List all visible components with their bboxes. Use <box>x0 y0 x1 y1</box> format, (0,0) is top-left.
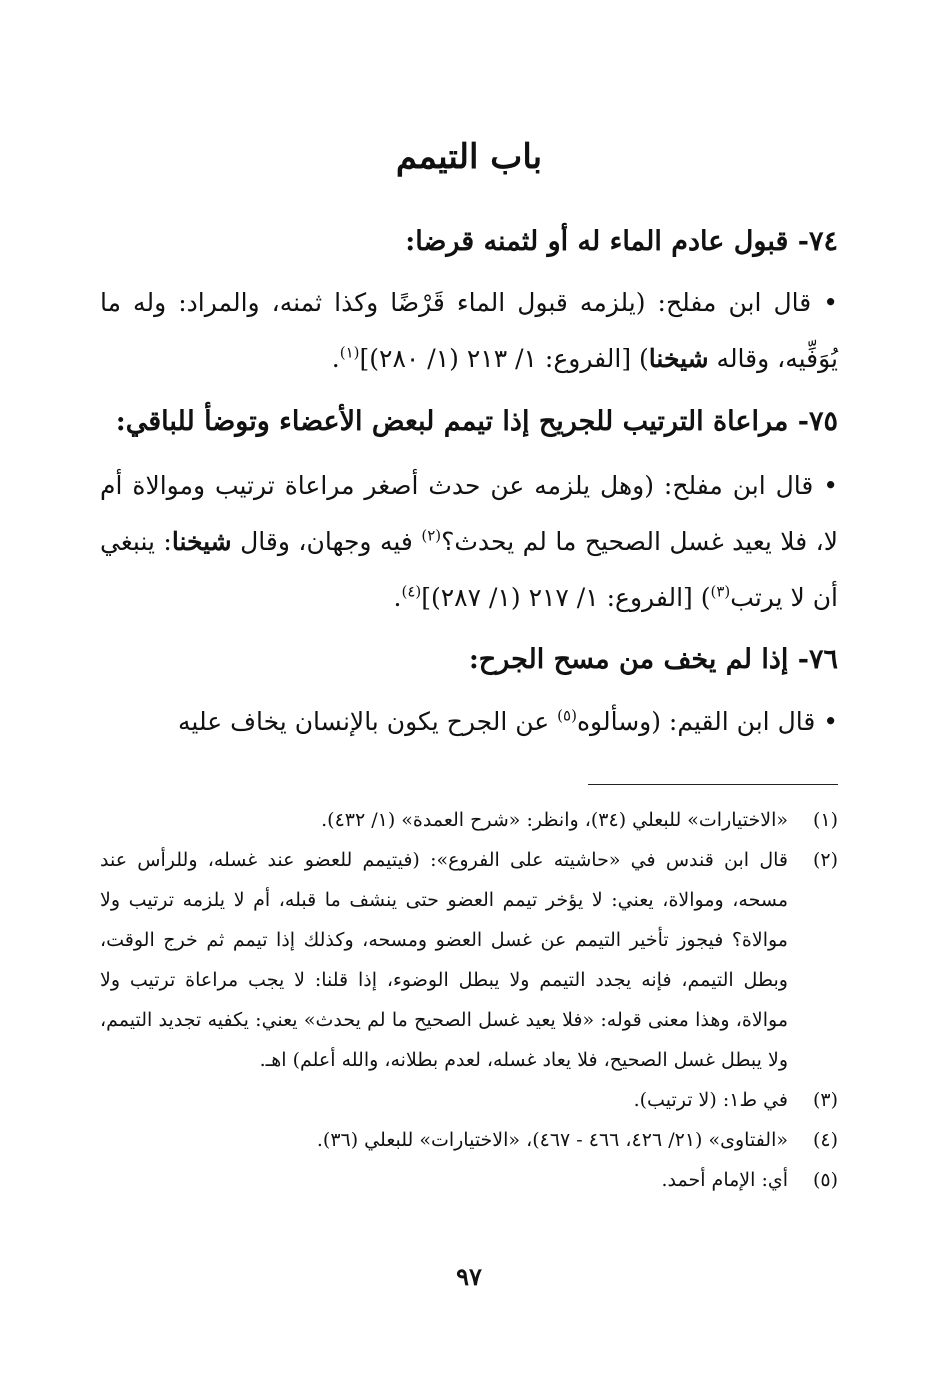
footnotes <box>100 800 838 1200</box>
section-heading-74: ٧٤- قبول عادم الماء له أو لثمنه قرضا: <box>405 226 838 257</box>
section-heading-76: ٧٦- إذا لم يخف من مسح الجرح: <box>468 644 838 675</box>
footnote-text: «الفتاوى» (٢١/ ٤٢٦، ٤٦٦ - ٤٦٧)، «الاختيارات» للبعلي (٣٦). <box>316 1129 788 1151</box>
footnote-reference[interactable]: (٥) <box>557 706 577 725</box>
footnote-reference[interactable]: (٣) <box>710 582 731 601</box>
paragraph-text: عن الجرح يكون بالإنسان يخاف عليه <box>178 707 558 736</box>
footnote <box>100 1160 838 1200</box>
book-page <box>100 0 838 1388</box>
section-heading-75: ٧٥- مراعاة الترتيب للجريح إذا تيمم لبعض الأعضاء وتوضأ للباقي: <box>115 406 838 437</box>
footnote-number: (٢) <box>812 849 838 871</box>
footnote-reference[interactable]: (٢) <box>421 526 442 545</box>
paragraph-end: . <box>331 344 340 373</box>
footnote-reference[interactable]: (٤) <box>401 582 422 601</box>
paragraph-bold-text: شيخنا <box>171 527 232 556</box>
footnote-text: أي: الإمام أحمد. <box>661 1169 788 1191</box>
footnote-separator <box>588 784 838 785</box>
paragraph-text: فيه وجهان، وقال <box>231 527 422 556</box>
chapter-title: باب التيمم <box>395 137 543 177</box>
footnote <box>100 1080 838 1120</box>
footnote-number: (٣) <box>812 1089 838 1111</box>
paragraph-text: • قال ابن مفلح: (وهل يلزمه عن حدث أصغر مراعاة ترتيب وموالاة أم لا، فلا يعيد غسل الصحيح ما لم يحدث؟ <box>100 471 838 556</box>
paragraph-text: ) [الفروع: ١/ ٢١٧ (١/ ٢٨٧)] <box>421 583 711 612</box>
paragraph-bold-text: شيخنا <box>648 344 709 373</box>
paragraph-text: • قال ابن القيم: (وسألوه <box>576 707 838 736</box>
page-number: ٩٧ <box>456 1262 482 1291</box>
footnote <box>100 1120 838 1160</box>
footnote-reference[interactable]: (١) <box>339 343 360 362</box>
paragraph-end: . <box>393 583 402 612</box>
paragraph-text: ) [الفروع: ١/ ٢١٣ (١/ ٢٨٠)] <box>359 344 649 373</box>
footnote-text: في ط١: (لا ترتيب). <box>633 1089 788 1111</box>
footnote-number: (٤) <box>812 1129 838 1151</box>
footnote <box>100 840 838 1080</box>
section-paragraph-76 <box>100 694 838 750</box>
footnote-number: (١) <box>812 809 838 831</box>
section-paragraph-74 <box>100 275 838 387</box>
section-paragraph-75 <box>100 458 838 626</box>
footnote-text: قال ابن قندس في «حاشيته على الفروع»: (فيتيمم للعضو عند غسله، وللرأس عند مسحه، وموالاة، يعني: لا يؤخر تيمم العضو حتى ينشف ما قبله، أم لا يلزمه ترتيب ولا موالاة؟ فيجوز تأخير التيمم عن غسل العضو ومسحه، وكذلك إذا تيمم ثم خرج الوقت، وبطل التيمم، فإنه يجدد التيمم ولا يبطل الوضوء، إذا قلنا: لا يجب مراعاة ترتيب ولا موالاة، وهذا معنى قوله: «فلا يعيد غسل الصحيح ما لم يحدث» يعني: يكفيه تجديد التيمم، ولا يبطل غسل الصحيح، فلا يعاد غسله، لعدم بطلانه، والله أعلم) اهـ. <box>100 849 788 1071</box>
footnote-text: «الاختيارات» للبعلي (٣٤)، وانظر: «شرح العمدة» (١/ ٤٣٢). <box>321 809 788 831</box>
footnote <box>100 800 838 840</box>
paragraph-text: : ينبغي أن لا يرتب <box>100 527 838 612</box>
footnote-number: (٥) <box>812 1169 838 1191</box>
paragraph-text: • قال ابن مفلح: (يلزمه قبول الماء قَرْضًا وكذا ثمنه، والمراد: وله ما يُوَفِّيه، وقاله <box>100 288 838 373</box>
